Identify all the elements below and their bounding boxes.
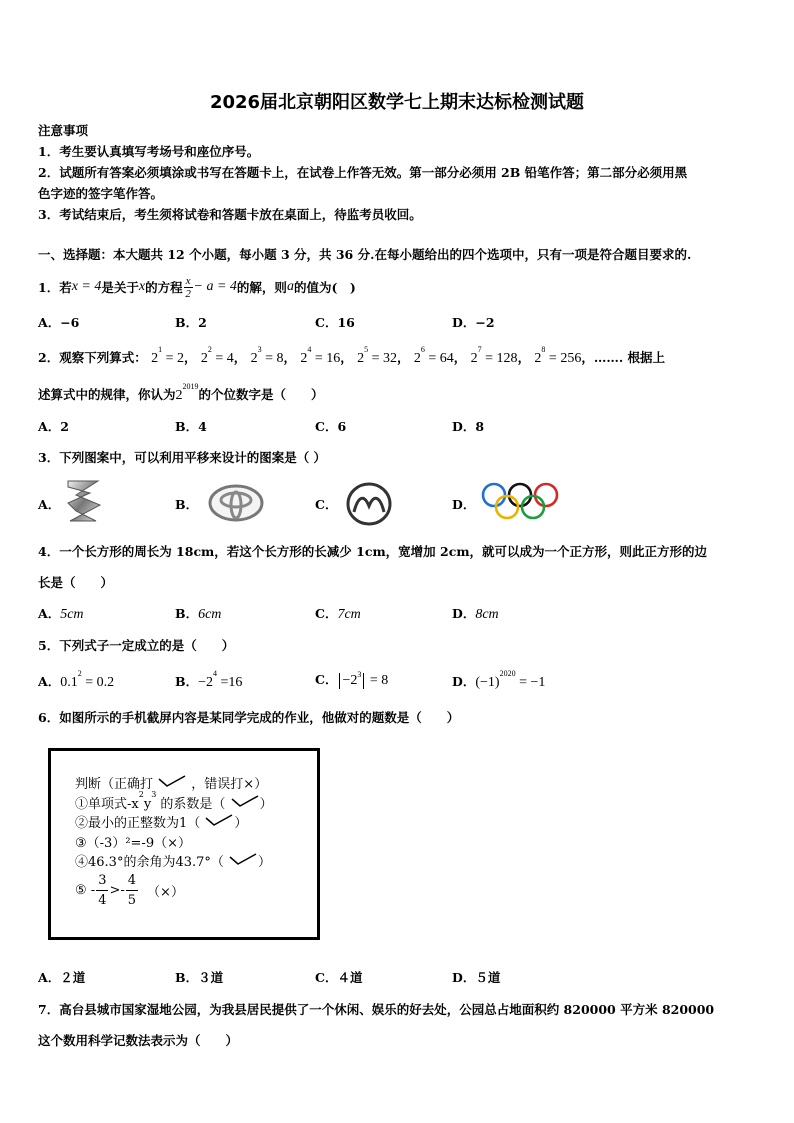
q2-power-1: $2^1 = 2$ [151, 345, 184, 366]
q2-power-2: $2^2 = 4$ [200, 345, 234, 366]
q2-power-8: $2^8 = 256$ [534, 345, 582, 366]
q5-option-b[interactable]: B．$-2^4 =16$ [175, 669, 243, 690]
note-item: 2．试题所有答案必须填涂或书写在答题卡上，在试卷上作答无效。第一部分必须用 2B 铅笔作答；第二部分必须用黑 [38, 165, 688, 180]
q2-option-b[interactable]: B．4 [175, 419, 207, 434]
q4-option-b[interactable]: B．6cm [175, 606, 222, 622]
q2-power-5: $2^5 = 32$ [357, 345, 398, 366]
q1-option-d[interactable]: D．−2 [452, 315, 495, 330]
toyota-logo-image [208, 484, 264, 522]
question-1 [38, 270, 356, 304]
note-item: 色字迹的签字笔作答。 [38, 186, 164, 201]
q2-power-7: $2^7 = 128$ [470, 345, 518, 366]
q1-var2: a [286, 279, 294, 294]
screen-line-3: ②最小的正整数为1（ ） [75, 812, 247, 831]
question-2-line-1: 2．观察下列算式： $2^1 = 2$， $2^2 = 4$， $2^3 = 8$， $2^4 = 16$， $2^5 = 32$， $2^6 = 64$， $2^7 = 128$， $2^8 = 256$，……. 根据上 [38, 345, 666, 366]
q1-cond: x = 4 [71, 279, 102, 294]
q4-option-c[interactable]: C．7cm [315, 606, 361, 622]
suzuki-logo-image [62, 475, 106, 525]
q2-power-4: $2^4 = 16$ [300, 345, 341, 366]
q6-option-d[interactable]: D．５道 [452, 970, 501, 985]
q1-tail: 的值为( ) [293, 280, 356, 295]
q1-option-b[interactable]: B．2 [175, 315, 207, 330]
note-item: 3．考试结束后，考生须将试卷和答题卡放在桌面上，待监考员收回。 [38, 207, 422, 222]
q6-option-b[interactable]: B．３道 [175, 970, 224, 985]
mazda-logo-image [346, 482, 392, 526]
screen-line-5: ④46.3°的余角为43.7°（ ） [75, 851, 271, 870]
q2-prefix: 2．观察下列算式： [38, 350, 147, 365]
phone-screenshot-image [48, 748, 320, 940]
q1-frac-den: 2 [185, 287, 191, 300]
question-4-line-2: 长是（ ） [38, 575, 114, 590]
notes-heading: 注意事项 [38, 123, 89, 138]
question-4-line-1: 4．一个长方形的周长为 18cm，若这个长方形的长减少 1cm，宽增加 2cm，就可以成为一个正方形，则此正方形的边 [38, 544, 708, 559]
question-3: 3．下列图案中，可以利用平移来设计的图案是（ ） [38, 450, 327, 465]
check-icon [228, 852, 258, 866]
q4-option-d[interactable]: D．8cm [452, 606, 499, 622]
q1-frac-num: x [185, 274, 191, 287]
q6-option-c[interactable]: C．４道 [315, 970, 363, 985]
q1-mid1: 是关于 [101, 280, 139, 295]
q3-option-c[interactable]: C． [315, 497, 338, 512]
q5-option-c[interactable]: C． $-2^3 = 8$ [315, 670, 389, 688]
q1-eq-tail: − a = 4 [193, 279, 237, 294]
q2-option-a[interactable]: A．2 [38, 419, 69, 434]
q6-option-a[interactable]: A．２道 [38, 970, 86, 985]
q1-prefix: 1．若 [38, 280, 72, 295]
screen-line-6: ⑤ - $\frac{3}{4}$ >- $\frac{4}{5}$ （×） [75, 873, 184, 908]
q2-option-c[interactable]: C．6 [315, 419, 347, 434]
q1-fraction [184, 275, 193, 300]
screen-line-2: ①单项式$-x^2y^3$ 的系数是（ ） [75, 790, 273, 812]
check-icon [230, 794, 260, 808]
screen-line-1: 判断（正确打 ，错误打×） [75, 773, 267, 792]
question-7-line-2: 这个数用科学记数法表示为（ ） [38, 1033, 239, 1048]
q1-mid2: 的方程 [145, 280, 183, 295]
q2-line1-tail: ，……. 根据上 [581, 350, 666, 365]
check-icon [204, 813, 234, 827]
q2-option-d[interactable]: D．8 [452, 419, 485, 434]
q1-var: x [138, 279, 146, 294]
q3-option-a[interactable]: A． [38, 497, 61, 512]
q5-option-a[interactable]: A．$0.1^2 = 0.2$ [38, 669, 115, 690]
screen-line-4: ③（-3）²=-9（×） [75, 836, 191, 851]
section-heading: 一、选择题：本大题共 12 个小题，每小题 3 分，共 36 分.在每小题给出的四个选项中，只有一项是符合题目要求的. [38, 247, 692, 262]
q3-option-b[interactable]: B． [175, 497, 199, 512]
note-item: 1．考生要认真填写考场号和座位序号。 [38, 144, 260, 159]
q2-line2-tail: 的个位数字是（ ） [198, 387, 324, 402]
q2-power-6: $2^6 = 64$ [413, 345, 454, 366]
q5-option-d[interactable]: D．$(-1)^{2020} = -1$ [452, 669, 546, 690]
question-5: 5．下列式子一定成立的是（ ） [38, 638, 235, 653]
question-6: 6．如图所示的手机截屏内容是某同学完成的作业，他做对的题数是（ ） [38, 710, 460, 725]
q2-line2-power: $2^{2019}$ [175, 382, 199, 403]
q3-option-d[interactable]: D． [452, 497, 476, 512]
question-7-line-1: 7．高台县城市国家湿地公园，为我县居民提供了一个休闲、娱乐的好去处，公园总占地面积约 820000 平方米 820000 [38, 1002, 715, 1017]
q2-power-3: $2^3 = 8$ [250, 345, 284, 366]
page-title: 2026届北京朝阳区数学七上期末达标检测试题 [209, 92, 585, 113]
question-2-line-2 [38, 382, 324, 404]
check-icon [157, 774, 187, 788]
q2-line2-prefix: 述算式中的规律，你认为 [38, 387, 176, 402]
q1-option-c[interactable]: C．16 [315, 315, 355, 330]
q1-mid3: 的解，则 [236, 280, 287, 295]
olympic-rings-image [480, 482, 560, 522]
q4-option-a[interactable]: A．5cm [38, 606, 84, 622]
q1-option-a[interactable]: A．−6 [38, 315, 80, 330]
